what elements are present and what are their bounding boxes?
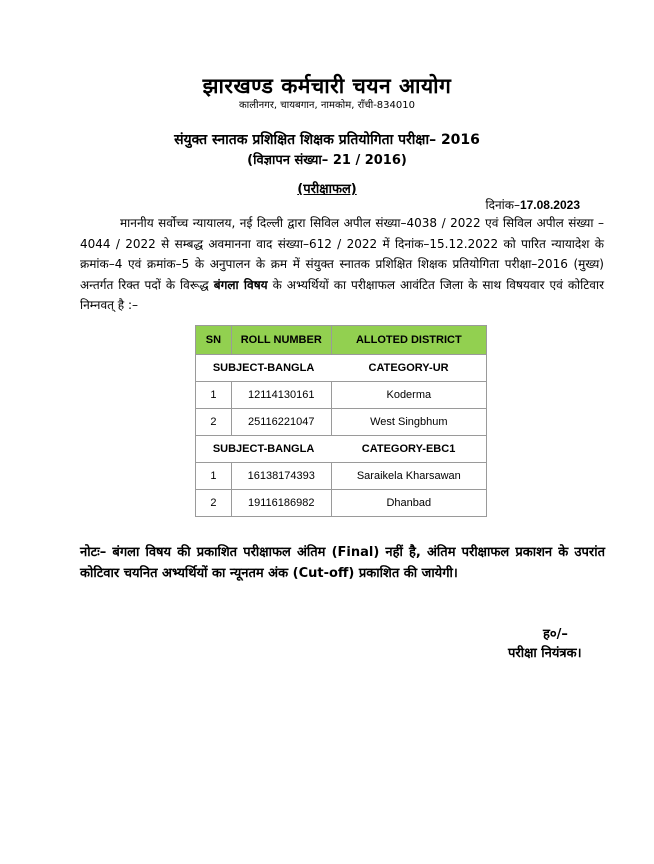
group-header-row xyxy=(196,436,487,463)
advertisement-number: (विज्ञापन संख्या– 21 / 2016) xyxy=(247,153,407,168)
date-value: 17.08.2023 xyxy=(519,198,580,212)
group-subject: SUBJECT-BANGLA xyxy=(196,355,332,382)
cell-district: Dhanbad xyxy=(331,490,486,517)
result-label-text: (परीक्षाफल) xyxy=(297,182,357,197)
paragraph-part-1: माननीय सर्वोच्च न्यायालय, नई दिल्ली द्वारा सिविल अपील संख्या–4038 / 2022 एवं सिविल अपील संख्या –4044 / 2022 से सम्बद्ध अवमानना वाद संख्या–612 / 2022 में दिनांक–15.12.2022 को पारित न्यायादेश के क्रमांक–4 एवं क्रमांक–5 के अनुपालन के क्रम में संयुक्त स्नातक प्रशिक्षित शिक्षक प्रतियोगिता परीक्षा–2016 (मुख्य) अन्तर्गत रिक्त पदों के विरूद्ध xyxy=(80,216,604,292)
office-address: कालीनगर, चायबगान, नामकोम, राँची-834010 xyxy=(239,100,415,111)
paragraph-subject: बंगला विषय xyxy=(213,277,268,292)
table-row xyxy=(196,463,487,490)
result-label xyxy=(0,179,654,197)
cell-sn: 2 xyxy=(196,490,232,517)
exam-title: संयुक्त स्नातक प्रशिक्षित शिक्षक प्रतियोगिता परीक्षा– 2016 xyxy=(174,132,480,148)
table-row xyxy=(196,490,487,517)
exam-controller-signature: परीक्षा नियंत्रक। xyxy=(508,646,582,661)
group-category: CATEGORY-EBC1 xyxy=(331,436,486,463)
cell-roll: 25116221047 xyxy=(231,409,331,436)
date-label: दिनांक xyxy=(485,198,514,212)
cell-sn: 1 xyxy=(196,382,232,409)
header-sn: SN xyxy=(196,326,232,355)
cell-sn: 2 xyxy=(196,409,232,436)
table-row xyxy=(196,382,487,409)
header-alloted-district: ALLOTED DISTRICT xyxy=(331,326,486,355)
body-paragraph xyxy=(80,213,604,316)
group-subject: SUBJECT-BANGLA xyxy=(196,436,332,463)
group-category: CATEGORY-UR xyxy=(331,355,486,382)
result-table xyxy=(195,325,487,517)
header-roll-number: ROLL NUMBER xyxy=(231,326,331,355)
page-title: झारखण्ड कर्मचारी चयन आयोग xyxy=(202,74,452,98)
date-line: दिनांक–17.08.2023 xyxy=(485,198,580,212)
cell-roll: 16138174393 xyxy=(231,463,331,490)
note-text: नोटः– बंगला विषय की प्रकाशित परीक्षाफल अंतिम (Final) नहीं है, अंतिम परीक्षाफल प्रकाशन के उपरांत कोटिवार चयनित अभ्यर्थियों का न्यूनतम अंक (Cut-off) प्रकाशित की जायेगी। xyxy=(80,545,605,581)
signature-mark: ह०/– xyxy=(543,627,568,642)
cell-roll: 12114130161 xyxy=(231,382,331,409)
cell-district: West Singbhum xyxy=(331,409,486,436)
group-header-row xyxy=(196,355,487,382)
table-header-row xyxy=(196,326,487,355)
cell-district: Koderma xyxy=(331,382,486,409)
cell-sn: 1 xyxy=(196,463,232,490)
cell-roll: 19116186982 xyxy=(231,490,331,517)
table-row xyxy=(196,409,487,436)
paragraph-part-2: के अभ्यर्थियों का परीक्षाफल आवंटित जिला के साथ विषयवार एवं कोटिवार निम्नवत् है :– xyxy=(80,277,604,312)
cell-district: Saraikela Kharsawan xyxy=(331,463,486,490)
